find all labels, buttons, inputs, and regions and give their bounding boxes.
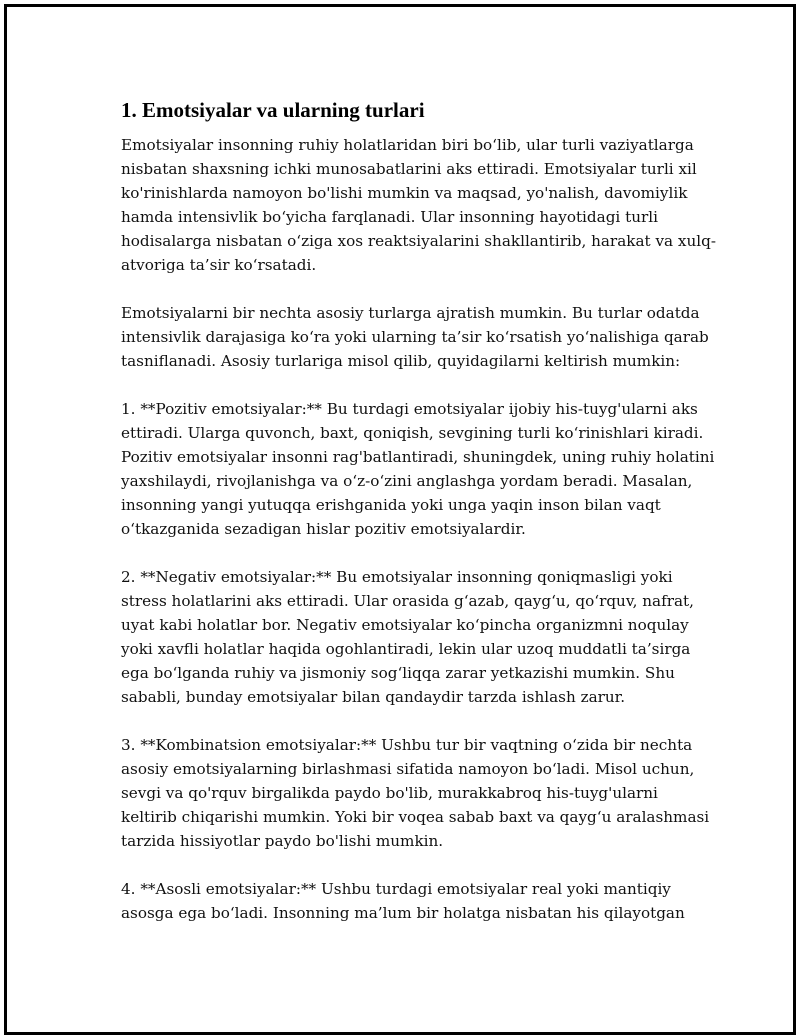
text-line: Emotsiyalarni bir nechta asosiy turlarga ajratish mumkin. Bu turlar odatda bbox=[121, 304, 700, 322]
text-line: tasniflanadi. Asosiy turlariga misol qilib, quyidagilarni keltirish mumkin: bbox=[121, 352, 681, 370]
text-line: ettiradi. Ularga quvonch, baxt, qoniqish, sevgining turli ko‘rinishlari kiradi. bbox=[121, 424, 704, 442]
text-line: tarzida hissiyotlar paydo bo'lishi mumkin. bbox=[121, 832, 444, 850]
page-frame bbox=[4, 4, 796, 1035]
text-line: hodisalarga nisbatan o‘ziga xos reaktsiyalarini shakllantirib, harakat va xulq- bbox=[121, 232, 716, 250]
paragraph-grounded-emotions bbox=[121, 877, 701, 925]
section-heading: 1. Emotsiyalar va ularning turlari bbox=[121, 98, 425, 122]
text-line: uyat kabi holatlar bor. Negativ emotsiyalar ko‘pincha organizmni noqulay bbox=[121, 616, 689, 634]
text-line: 2. **Negativ emotsiyalar:** Bu emotsiyalar insonning qoniqmasligi yoki bbox=[121, 568, 673, 586]
text-line: o‘tkazganida sezadigan hislar pozitiv emotsiyalardir. bbox=[121, 520, 526, 538]
text-line: ega bo‘lganda ruhiy va jismoniy sog‘liqqa zarar yetkazishi mumkin. Shu bbox=[121, 664, 675, 682]
document-body bbox=[121, 95, 716, 949]
text-line: atvoriga ta’sir ko‘rsatadi. bbox=[121, 256, 317, 274]
paragraph-negative-emotions bbox=[121, 565, 701, 709]
text-line: intensivlik darajasiga ko‘ra yoki ularning ta’sir ko‘rsatish yo‘nalishiga qarab bbox=[121, 328, 709, 346]
text-line: yoki xavfli holatlar haqida ogohlantiradi, lekin ular uzoq muddatli ta’sirga bbox=[121, 640, 691, 658]
text-line: Emotsiyalar insonning ruhiy holatlaridan biri bo‘lib, ular turli vaziyatlarga bbox=[121, 136, 694, 154]
text-line: asosga ega bo‘ladi. Insonning ma’lum bir holatga nisbatan his qilayotgan bbox=[121, 904, 685, 922]
text-line: sababli, bunday emotsiyalar bilan qandaydir tarzda ishlash zarur. bbox=[121, 688, 626, 706]
text-line: keltirib chiqarishi mumkin. Yoki bir voqea sabab baxt va qayg‘u aralashmasi bbox=[121, 808, 710, 826]
text-line: sevgi va qo'rquv birgalikda paydo bo'lib, murakkabroq his-tuyg'ularni bbox=[121, 784, 658, 802]
text-line: Pozitiv emotsiyalar insonni rag'batlantiradi, shuningdek, uning ruhiy holatini bbox=[121, 448, 715, 466]
text-line: stress holatlarini aks ettiradi. Ular orasida g‘azab, qayg‘u, qo‘rquv, nafrat, bbox=[121, 592, 694, 610]
paragraph-positive-emotions bbox=[121, 397, 715, 541]
text-line: insonning yangi yutuqqa erishganida yoki unga yaqin inson bilan vaqt bbox=[121, 496, 661, 514]
paragraph-combined-emotions bbox=[121, 733, 710, 853]
text-line: 3. **Kombinatsion emotsiyalar:** Ushbu tur bir vaqtning o‘zida bir nechta bbox=[121, 736, 693, 754]
text-line: ko'rinishlarda namoyon bo'lishi mumkin va maqsad, yo'nalish, davomiylik bbox=[121, 184, 688, 202]
text-line: 1. **Pozitiv emotsiyalar:** Bu turdagi emotsiyalar ijobiy his-tuyg'ularni aks bbox=[121, 400, 698, 418]
text-line: asosiy emotsiyalarning birlashmasi sifatida namoyon bo‘ladi. Misol uchun, bbox=[121, 760, 695, 778]
text-line: 4. **Asosli emotsiyalar:** Ushbu turdagi emotsiyalar real yoki mantiqiy bbox=[121, 880, 671, 898]
paragraph-intro bbox=[121, 133, 716, 277]
text-line: nisbatan shaxsning ichki munosabatlarini aks ettiradi. Emotsiyalar turli xil bbox=[121, 160, 697, 178]
text-line: yaxshilaydi, rivojlanishga va o‘z-o‘zini anglashga yordam beradi. Masalan, bbox=[121, 472, 693, 490]
text-line: hamda intensivlik bo‘yicha farqlanadi. Ular insonning hayotidagi turli bbox=[121, 208, 658, 226]
paragraph-types-intro bbox=[121, 301, 709, 373]
